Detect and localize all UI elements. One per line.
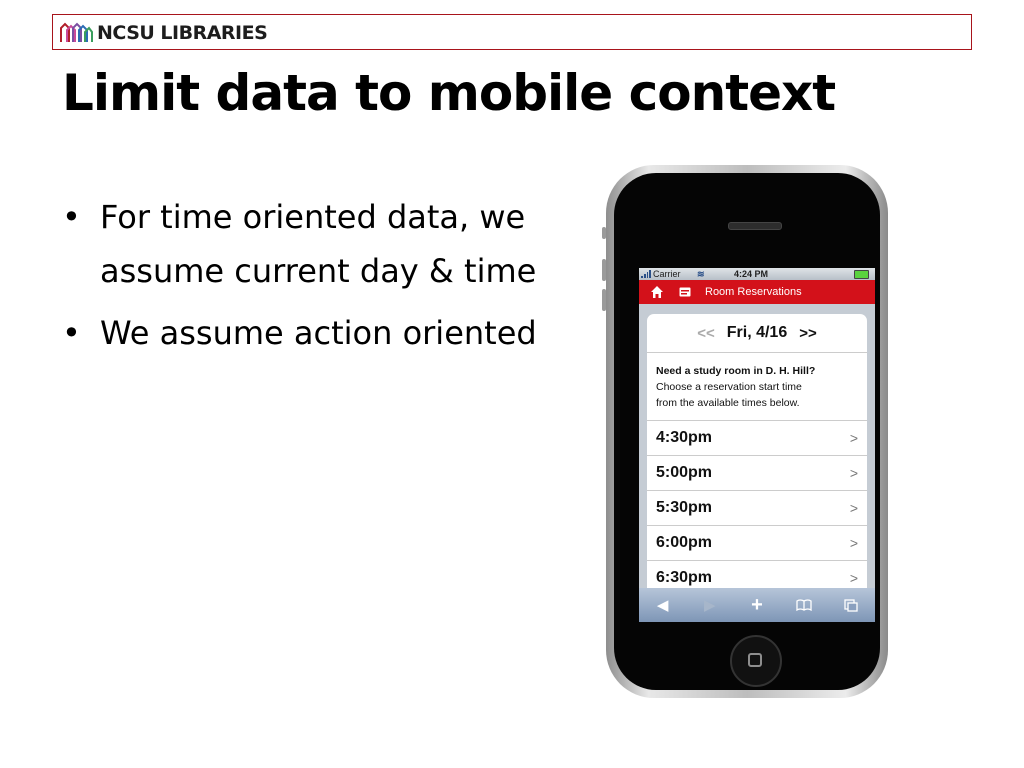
- app-header: [639, 280, 875, 304]
- status-time: 4:24 PM: [734, 269, 769, 279]
- current-day-label: Fri, 4/16: [726, 324, 788, 341]
- reservation-card: [647, 314, 867, 614]
- status-bar: [639, 268, 875, 280]
- mute-switch: [602, 227, 606, 239]
- bullet-list: [62, 190, 562, 368]
- slide-title: Limit data to mobile context: [62, 64, 836, 122]
- chevron-right-icon: >: [849, 500, 858, 516]
- day-navigator: [647, 314, 867, 353]
- phone-bezel: [614, 173, 880, 690]
- time-slot-label: 6:00pm: [656, 534, 713, 551]
- app-title: Room Reservations: [705, 286, 802, 298]
- libraries-logo-icon: [59, 22, 93, 44]
- bullet-item: [62, 190, 562, 298]
- chevron-right-icon: >: [849, 430, 858, 446]
- time-slot-label: 5:30pm: [656, 499, 713, 516]
- time-slot-row[interactable]: [647, 491, 867, 526]
- signal-strength-icon: [641, 270, 651, 278]
- home-icon[interactable]: [649, 284, 665, 300]
- volume-down-button: [602, 289, 606, 311]
- chevron-right-icon: >: [849, 465, 858, 481]
- pages-icon[interactable]: [840, 595, 862, 615]
- intro-line: Choose a reservation start time: [656, 381, 802, 393]
- wifi-icon: ≋: [697, 269, 705, 279]
- volume-up-button: [602, 259, 606, 281]
- ncsu-libraries-logo[interactable]: [59, 21, 267, 45]
- header-banner: [52, 14, 972, 50]
- time-slot-label: 5:00pm: [656, 464, 713, 481]
- carrier-name: Carrier: [653, 269, 681, 279]
- logo-text: NCSU LIBRARIES: [97, 22, 268, 44]
- chevron-right-icon: >: [849, 570, 858, 586]
- previous-day-button[interactable]: <<: [697, 324, 715, 342]
- home-square-icon: [748, 653, 762, 667]
- calendar-icon: [679, 287, 691, 297]
- time-slot-row[interactable]: [647, 421, 867, 456]
- bullet-text: We assume action oriented: [100, 314, 537, 352]
- intro-heading: Need a study room in D. H. Hill?: [656, 365, 816, 377]
- bullet-text: For time oriented data, we assume current day & time: [100, 198, 537, 290]
- home-button[interactable]: [730, 635, 782, 687]
- bullet-dot-icon: •: [62, 198, 81, 236]
- time-slot-row[interactable]: [647, 456, 867, 491]
- browser-toolbar: [639, 588, 875, 622]
- intro-text: [647, 353, 867, 421]
- add-plus-icon[interactable]: +: [751, 593, 763, 616]
- earpiece-speaker: [728, 222, 782, 230]
- bullet-item: [62, 306, 562, 360]
- back-arrow-icon[interactable]: ◀: [656, 597, 669, 614]
- next-day-button[interactable]: >>: [799, 324, 817, 342]
- intro-line: from the available times below.: [656, 397, 800, 409]
- time-slot-label: 6:30pm: [656, 569, 713, 586]
- time-slot-label: 4:30pm: [656, 429, 713, 446]
- bookmarks-book-icon[interactable]: [793, 595, 815, 615]
- chevron-right-icon: >: [849, 535, 858, 551]
- time-slot-row[interactable]: [647, 526, 867, 561]
- bullet-dot-icon: •: [62, 314, 81, 352]
- phone-screen: [639, 268, 875, 622]
- iphone-mockup: [606, 165, 888, 698]
- battery-icon: [854, 270, 869, 279]
- forward-arrow-icon[interactable]: ▶: [704, 597, 716, 614]
